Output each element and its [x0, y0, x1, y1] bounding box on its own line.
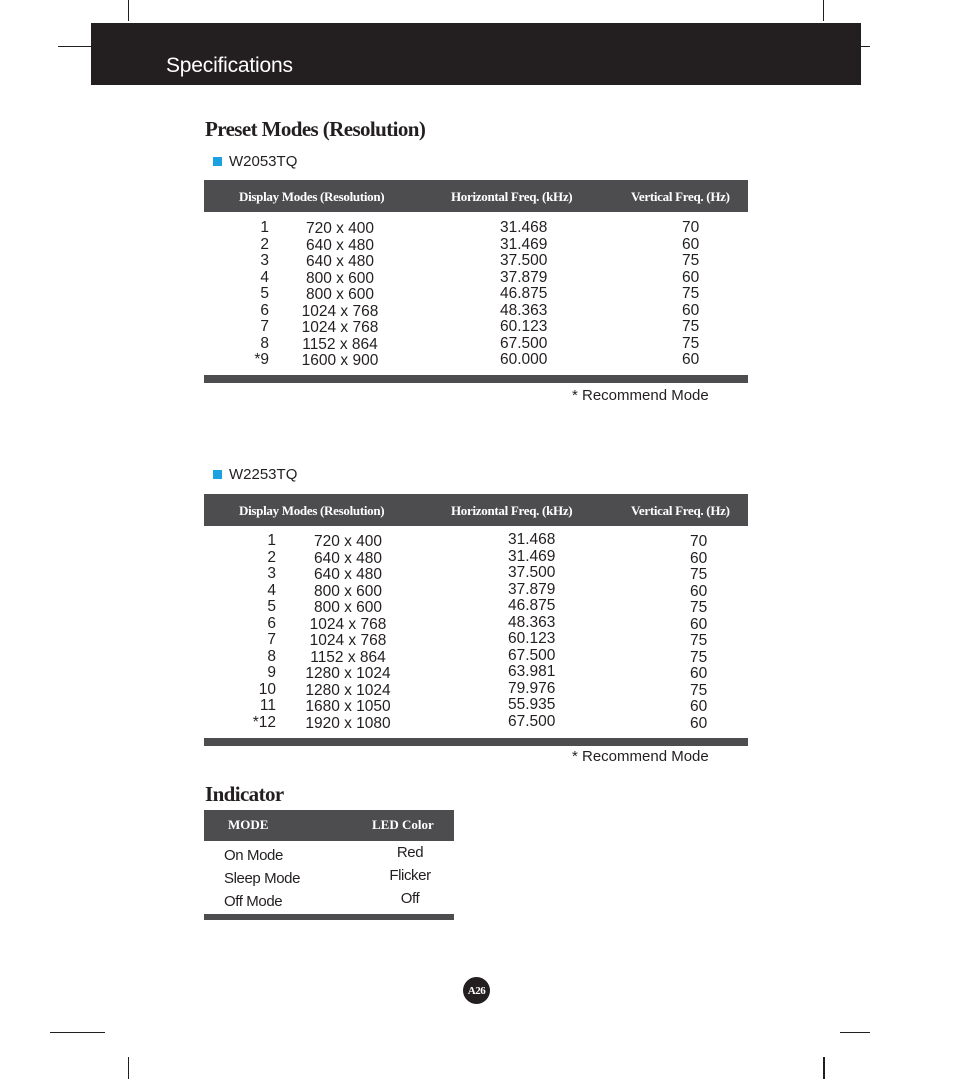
table-cell: 46.875 [508, 597, 556, 614]
table-cell: 1600 x 900 [301, 352, 379, 369]
header-bar [91, 23, 861, 85]
table-cell: 75 [682, 318, 700, 335]
table-cell: 79.976 [508, 679, 556, 697]
table-cell: 60 [682, 301, 700, 319]
table-cell: 5 [267, 598, 276, 615]
table-cell: 46.875 [500, 285, 548, 302]
table-cell: 67.500 [508, 646, 556, 664]
table-header [204, 180, 748, 212]
bullet-square-icon [213, 470, 222, 479]
table-cell: 60.123 [508, 630, 556, 647]
table-cell: 800 x 600 [305, 286, 375, 303]
table-cell: 75 [690, 566, 708, 583]
table-cell: 37.500 [508, 564, 556, 581]
table-cell: 75 [690, 681, 708, 699]
table-cell: 720 x 400 [313, 533, 383, 550]
table-cell: 640 x 480 [305, 236, 375, 254]
crop-mark [861, 46, 870, 47]
table-cell: 9 [267, 664, 276, 681]
horizontal-freq-column [508, 532, 555, 730]
table-cell: 1024 x 768 [309, 632, 387, 649]
table-cell: On Mode [224, 847, 283, 864]
vertical-freq-column [682, 220, 699, 369]
table-cell: 2 [267, 548, 276, 566]
table-cell: 1680 x 1050 [305, 698, 391, 715]
table-cell: 37.500 [500, 252, 548, 269]
table-cell: 8 [260, 334, 269, 352]
table-cell: 1920 x 1080 [305, 714, 391, 732]
resolution-column [293, 534, 403, 732]
page-number-badge: A26 [463, 977, 490, 1004]
table-cell: 60 [690, 698, 708, 715]
mode-number-column [238, 220, 269, 369]
preset-modes-heading: Preset Modes (Resolution) [205, 117, 426, 141]
table-cell: 75 [682, 334, 700, 352]
column-header-horizontal-freq: Horizontal Freq. (kHz) [451, 189, 573, 204]
table-cell: 640 x 480 [313, 549, 383, 567]
table-cell: 11 [259, 697, 276, 714]
table-cell: 60 [682, 351, 700, 368]
crop-mark [128, 1057, 129, 1079]
table-cell: Flicker [389, 867, 431, 884]
table-footer-bar [204, 375, 748, 383]
model-label [213, 153, 297, 170]
table-cell: 75 [690, 648, 708, 666]
mode-number-column [244, 533, 276, 731]
table-cell: Sleep Mode [224, 870, 301, 887]
table-cell: 1152 x 864 [302, 335, 378, 353]
table-cell: 60.123 [500, 318, 548, 335]
model-name: W2253TQ [229, 466, 298, 483]
resolution-column [290, 221, 390, 370]
indicator-heading: Indicator [205, 782, 284, 806]
table-cell: 70 [690, 533, 708, 550]
table-cell: 75 [682, 252, 700, 269]
table-cell: 1 [267, 532, 276, 549]
column-header-led-color: LED Color [372, 817, 434, 832]
table-cell: 1152 x 864 [310, 648, 386, 666]
crop-mark [50, 1032, 105, 1033]
table-cell: 55.935 [508, 696, 556, 713]
table-cell: 60 [690, 549, 708, 567]
table-cell: 8 [267, 647, 276, 665]
crop-mark [58, 46, 91, 47]
table-cell: 1024 x 768 [309, 615, 387, 633]
table-cell: 800 x 600 [313, 599, 383, 616]
table-cell: 1280 x 1024 [305, 681, 391, 699]
recommend-mode-note: * Recommend Mode [572, 387, 709, 404]
table-cell: 31.468 [508, 531, 556, 548]
table-cell: 48.363 [500, 301, 548, 319]
bullet-square-icon [213, 157, 222, 166]
table-cell: 60 [682, 268, 700, 286]
crop-mark [840, 1032, 870, 1033]
table-cell: Off Mode [224, 893, 283, 910]
table-cell: 3 [267, 565, 276, 582]
table-cell: *9 [254, 351, 269, 368]
table-cell: 800 x 600 [313, 582, 383, 600]
column-header-mode: MODE [228, 817, 269, 832]
vertical-freq-column [690, 534, 707, 732]
table-cell: 7 [267, 631, 276, 648]
table-cell: 67.500 [500, 334, 548, 352]
table-cell: 67.500 [508, 712, 556, 730]
crop-mark [823, 1057, 825, 1079]
table-cell: 37.879 [508, 580, 556, 598]
horizontal-freq-column [500, 220, 547, 369]
crop-mark [823, 0, 824, 21]
table-cell: 75 [682, 285, 700, 302]
table-cell: 31.469 [508, 547, 556, 565]
table-cell: 1024 x 768 [301, 319, 379, 336]
table-cell: 1280 x 1024 [305, 665, 391, 682]
column-header-vertical-freq: Vertical Freq. (Hz) [631, 503, 730, 518]
table-cell: 4 [267, 581, 276, 599]
table-cell: 48.363 [508, 613, 556, 631]
page-title: Specifications [166, 54, 293, 77]
indicator-led-color-column [378, 841, 442, 910]
table-cell: 31.469 [500, 235, 548, 253]
table-cell: 70 [682, 219, 700, 236]
table-cell: 10 [258, 680, 276, 698]
table-cell: 75 [690, 599, 708, 616]
table-cell: 37.879 [500, 268, 548, 286]
table-cell: 800 x 600 [305, 269, 375, 287]
table-cell: 60.000 [500, 351, 548, 368]
column-header-display-modes: Display Modes (Resolution) [239, 503, 385, 518]
table-cell: 5 [260, 285, 269, 302]
table-cell: Red [396, 844, 424, 861]
indicator-mode-column [224, 844, 300, 913]
table-cell: 60 [690, 582, 708, 600]
recommend-mode-note: * Recommend Mode [572, 748, 709, 765]
column-header-display-modes: Display Modes (Resolution) [239, 189, 385, 204]
column-header-horizontal-freq: Horizontal Freq. (kHz) [451, 503, 573, 518]
table-cell: 63.981 [508, 663, 556, 680]
model-label [213, 466, 297, 483]
table-cell: 1 [260, 219, 269, 236]
table-cell: 31.468 [500, 219, 548, 236]
table-cell: 6 [267, 614, 276, 632]
table-cell: *12 [252, 713, 276, 731]
crop-mark [128, 0, 129, 21]
table-cell: 3 [260, 252, 269, 269]
table-footer-bar [204, 738, 748, 746]
table-cell: 60 [690, 665, 708, 682]
table-cell: 1024 x 768 [301, 302, 379, 320]
table-cell: 4 [260, 268, 269, 286]
table-cell: 6 [260, 301, 269, 319]
table-cell: 75 [690, 632, 708, 649]
table-cell: 2 [260, 235, 269, 253]
model-name: W2053TQ [229, 153, 298, 170]
table-cell: 7 [260, 318, 269, 335]
indicator-table-header [204, 810, 454, 841]
table-cell: 640 x 480 [313, 566, 383, 583]
column-header-vertical-freq: Vertical Freq. (Hz) [631, 189, 730, 204]
indicator-table-footer-bar [204, 914, 454, 920]
table-cell: Off [400, 890, 420, 907]
table-cell: 60 [682, 235, 700, 253]
table-cell: 720 x 400 [305, 220, 375, 237]
table-cell: 60 [690, 714, 708, 732]
table-header [204, 494, 748, 526]
table-cell: 640 x 480 [305, 253, 375, 270]
table-cell: 60 [690, 615, 708, 633]
